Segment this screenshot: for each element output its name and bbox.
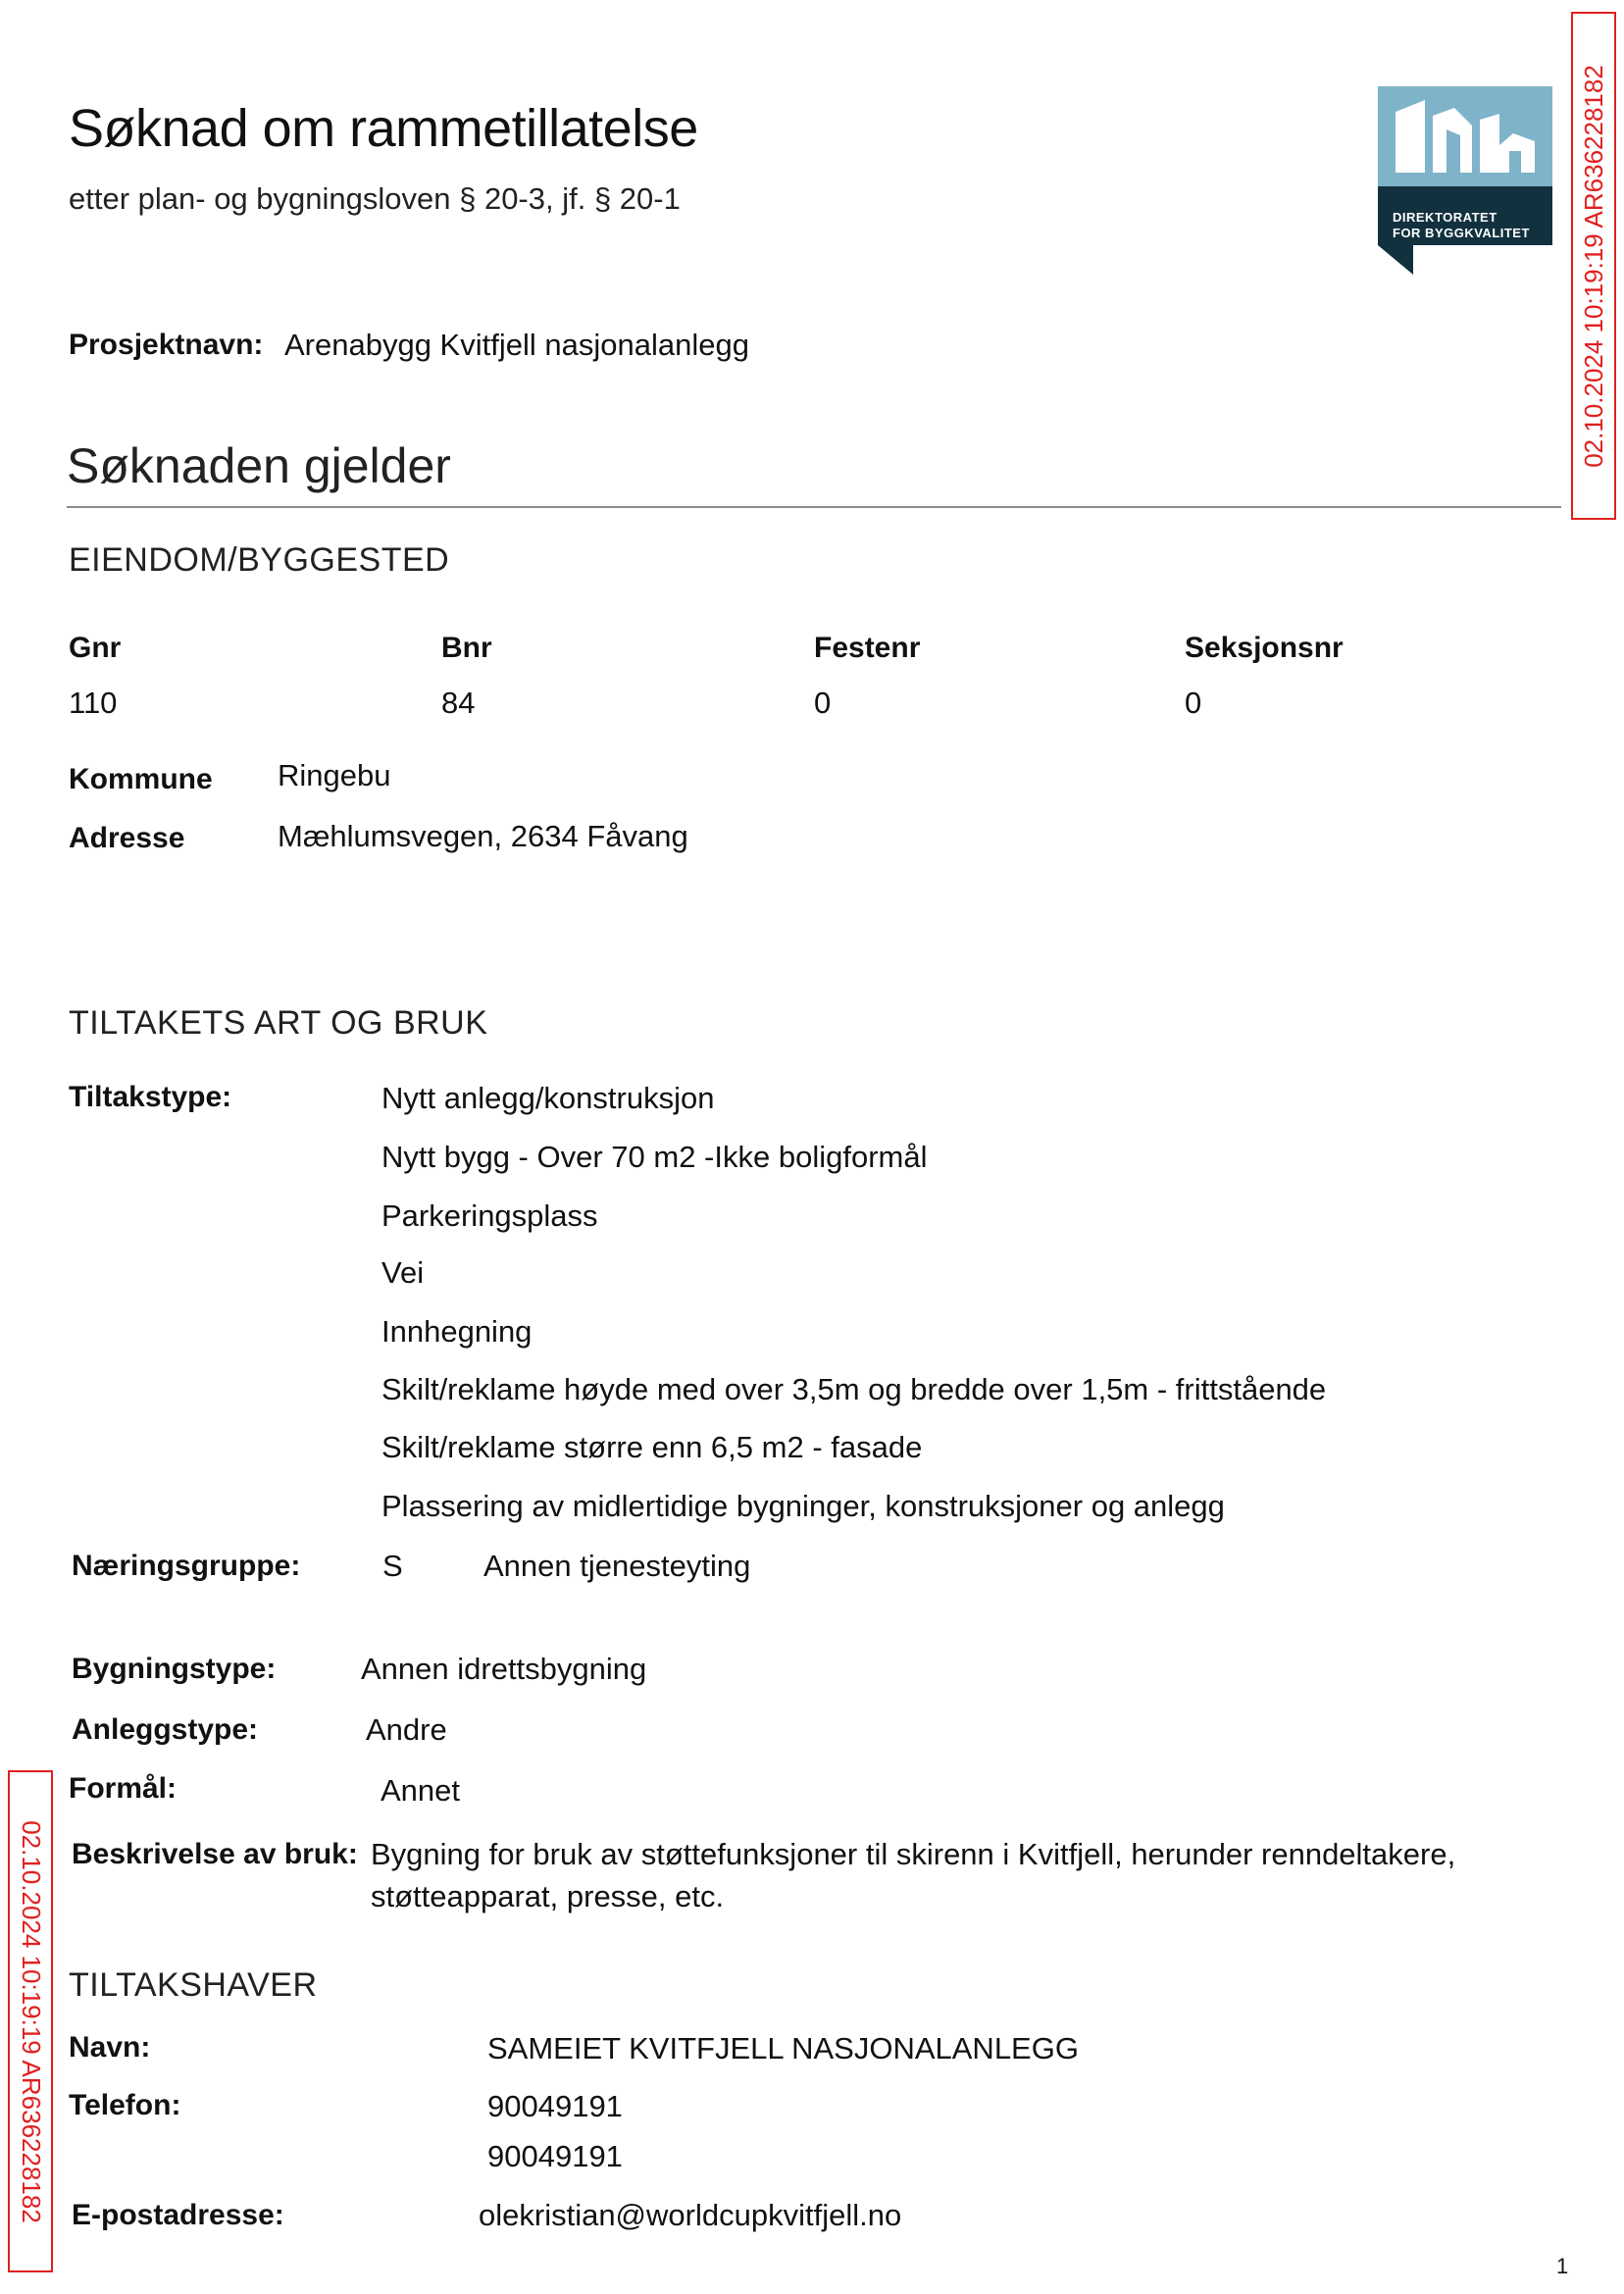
- tiltakstype-item: Vei: [381, 1255, 425, 1290]
- section-divider: [67, 506, 1561, 508]
- naeringsgruppe-label: Næringsgruppe:: [72, 1550, 301, 1582]
- tiltakstype-item: Nytt bygg - Over 70 m2 -Ikke boligformål: [381, 1140, 928, 1174]
- epost-label: E-postadresse:: [72, 2199, 284, 2231]
- tiltakstype-item: Skilt/reklame høyde med over 3,5m og bredde over 1,5m - frittstående: [381, 1372, 1327, 1406]
- navn-value: SAMEIET KVITFJELL NASJONALANLEGG: [487, 2031, 1079, 2065]
- beskrivelse-line: Bygning for bruk av støttefunksjoner til skirenn i Kvitfjell, herunder renndeltakere,: [371, 1837, 1456, 1871]
- tiltakstype-item: Nytt anlegg/konstruksjon: [381, 1081, 715, 1115]
- tiltak-heading: TILTAKETS ART OG BRUK: [69, 1004, 488, 1042]
- seksjonsnr-value: 0: [1185, 686, 1202, 720]
- beskrivelse-line: støtteapparat, presse, etc.: [371, 1879, 725, 1913]
- bygningstype-value: Annen idrettsbygning: [361, 1652, 647, 1686]
- kommune-value: Ringebu: [278, 758, 391, 792]
- tiltakstype-item: Skilt/reklame større enn 6,5 m2 - fasade: [381, 1430, 923, 1464]
- tiltakstype-item: Plassering av midlertidige bygninger, konstruksjoner og anlegg: [381, 1489, 1225, 1523]
- telefon-label: Telefon:: [69, 2089, 181, 2121]
- gnr-value: 110: [69, 686, 118, 720]
- page-number: 1: [1556, 2254, 1569, 2278]
- bygningstype-label: Bygningstype:: [72, 1653, 277, 1685]
- seksjonsnr-label: Seksjonsnr: [1185, 632, 1344, 664]
- navn-label: Navn:: [69, 2031, 151, 2064]
- tiltakstype-item: Innhegning: [381, 1314, 533, 1349]
- gnr-label: Gnr: [69, 632, 122, 664]
- festenr-value: 0: [814, 686, 832, 720]
- project-name: Arenabygg Kvitfjell nasjonalanlegg: [284, 328, 749, 362]
- kommune-label: Kommune: [69, 763, 213, 795]
- dibk-logo-icon: [1378, 86, 1552, 275]
- eiendom-heading: EIENDOM/BYGGESTED: [69, 541, 450, 579]
- tiltakstype-item: Parkeringsplass: [381, 1198, 598, 1233]
- tiltakshaver-heading: TILTAKSHAVER: [69, 1966, 318, 2004]
- adresse-label: Adresse: [69, 822, 185, 854]
- epost-value: olekristian@worldcupkvitfjell.no: [479, 2198, 902, 2232]
- bnr-label: Bnr: [441, 632, 492, 664]
- timestamp-stamp-top: 02.10.2024 10:19:19 AR636228182: [1571, 12, 1616, 520]
- adresse-value: Mæhlumsvegen, 2634 Fåvang: [278, 819, 688, 853]
- document-subtitle: etter plan- og bygningsloven § 20-3, jf. § 20-1: [69, 181, 681, 216]
- formal-value: Annet: [381, 1773, 461, 1808]
- beskrivelse-label: Beskrivelse av bruk:: [72, 1838, 358, 1870]
- formal-label: Formål:: [69, 1772, 178, 1805]
- anleggstype-label: Anleggstype:: [72, 1713, 259, 1746]
- telefon-value: 90049191: [487, 2139, 623, 2173]
- telefon-value: 90049191: [487, 2089, 623, 2123]
- festenr-label: Festenr: [814, 632, 921, 664]
- anleggstype-value: Andre: [366, 1712, 447, 1747]
- project-label: Prosjektnavn:: [69, 329, 264, 361]
- bnr-value: 84: [441, 686, 476, 720]
- naeringsgruppe-text: Annen tjenesteyting: [483, 1549, 751, 1583]
- naeringsgruppe-code: S: [382, 1549, 403, 1583]
- logo-text-line1: DIREKTORATET: [1393, 210, 1497, 225]
- logo-text-line2: FOR BYGGKVALITET: [1393, 226, 1530, 240]
- tiltakstype-label: Tiltakstype:: [69, 1081, 232, 1113]
- section-title: Søknaden gjelder: [67, 438, 451, 493]
- timestamp-stamp-bottom: 02.10.2024 10:19:19 AR636228182: [8, 1770, 53, 2272]
- document-title: Søknad om rammetillatelse: [69, 99, 698, 158]
